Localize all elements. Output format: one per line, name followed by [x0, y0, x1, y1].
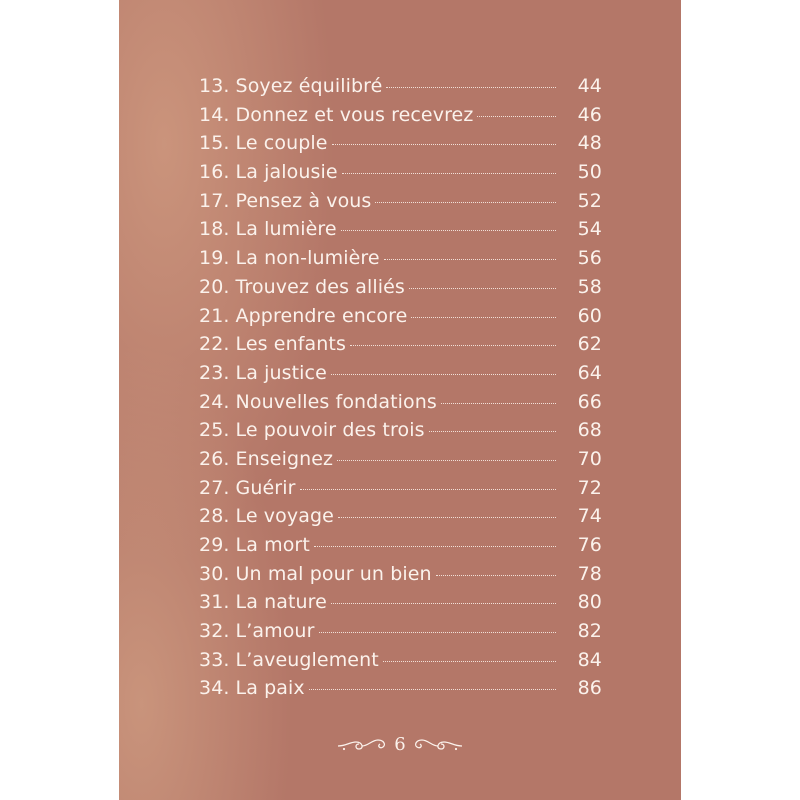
- toc-entry: [199, 391, 602, 420]
- toc-entry: [199, 333, 602, 362]
- toc-entry-page: 74: [577, 505, 602, 528]
- toc-entry-number: 30.: [199, 562, 230, 585]
- dot-leader: [384, 259, 556, 260]
- toc-entry-page: 60: [577, 304, 602, 327]
- toc-entry-number: 23.: [199, 361, 230, 384]
- dot-leader: [319, 632, 557, 633]
- toc-entry: [199, 161, 602, 190]
- page-footer: [119, 734, 681, 755]
- toc-entry: [199, 190, 602, 219]
- toc-entry-page: 52: [577, 189, 602, 212]
- toc-entry-page: 50: [577, 161, 602, 184]
- dot-leader: [337, 460, 556, 461]
- toc-entry-title: Le voyage: [235, 505, 334, 528]
- toc-entry-title: Trouvez des alliés: [235, 275, 405, 298]
- toc-entry-title: Les enfants: [235, 333, 346, 356]
- toc-entry-title: Donnez et vous recevrez: [235, 103, 474, 126]
- toc-entry-title: Le pouvoir des trois: [235, 419, 425, 442]
- toc-entry: [199, 104, 602, 133]
- toc-entry-page: 44: [577, 75, 602, 97]
- toc-entry-title: La jalousie: [235, 161, 338, 184]
- dot-leader: [375, 202, 556, 203]
- toc-entry: [199, 362, 602, 391]
- toc-entry-page: 64: [577, 361, 602, 384]
- toc-entry-page: 54: [577, 218, 602, 241]
- toc-entry-number: 27.: [199, 476, 230, 499]
- toc-entry: [199, 419, 602, 448]
- toc-entry-number: 16.: [199, 161, 230, 184]
- toc-entry: [199, 477, 602, 506]
- toc-entry-number: 29.: [199, 534, 230, 556]
- toc-entry-number: 26.: [199, 447, 230, 470]
- toc-entry-title: La non-lumière: [235, 247, 380, 270]
- toc-entry: [199, 218, 602, 247]
- toc-entry-page: 48: [577, 132, 602, 155]
- toc-entry: [199, 591, 602, 620]
- dot-leader: [338, 517, 556, 518]
- toc-entry-title: Soyez équilibré: [235, 75, 383, 97]
- toc-entry: [199, 563, 602, 592]
- dot-leader: [300, 489, 557, 490]
- dot-leader: [350, 345, 556, 346]
- toc-entry-number: 32.: [199, 620, 230, 643]
- toc-entry-number: 17.: [199, 189, 230, 212]
- dot-leader: [314, 546, 556, 547]
- dot-leader: [331, 603, 556, 604]
- toc-entry-page: 62: [577, 333, 602, 356]
- dot-leader: [331, 374, 556, 375]
- toc-entry-page: 80: [577, 591, 602, 614]
- toc-entry: [199, 505, 602, 534]
- toc-entry-number: 33.: [199, 648, 230, 671]
- dot-leader: [477, 116, 556, 117]
- toc-entry-page: 82: [577, 620, 602, 643]
- dot-leader: [411, 317, 556, 318]
- swirl-ornament-right-icon: [412, 736, 464, 754]
- toc-entry: [199, 620, 602, 649]
- dot-leader: [341, 230, 556, 231]
- toc-entry: [199, 305, 602, 334]
- toc-entry: [199, 649, 602, 678]
- dot-leader: [429, 431, 556, 432]
- book-page: [119, 0, 681, 800]
- swirl-ornament-left-icon: [336, 736, 388, 754]
- toc-entry: [199, 247, 602, 276]
- dot-leader: [309, 689, 556, 690]
- toc-entry-number: 20.: [199, 275, 230, 298]
- toc-entry-page: 70: [577, 447, 602, 470]
- toc-entry-title: Enseignez: [235, 447, 334, 470]
- toc-entry-title: Un mal pour un bien: [235, 562, 432, 585]
- toc-entry: [199, 448, 602, 477]
- dot-leader: [409, 288, 556, 289]
- toc-entry-page: 78: [577, 562, 602, 585]
- toc-entry-number: 28.: [199, 505, 230, 528]
- toc-entry: [199, 75, 602, 104]
- toc-entry-title: Apprendre encore: [235, 304, 408, 327]
- dot-leader: [342, 173, 556, 174]
- page-number: 6: [394, 734, 406, 755]
- dot-leader: [383, 661, 556, 662]
- toc-entry-page: 46: [577, 103, 602, 126]
- toc-entry-title: La mort: [235, 534, 310, 556]
- toc-entry-page: 66: [577, 390, 602, 413]
- toc-entry-page: 72: [577, 476, 602, 499]
- table-of-contents: [199, 75, 602, 706]
- toc-entry-number: 31.: [199, 591, 230, 614]
- toc-entry-title: La lumière: [235, 218, 337, 241]
- toc-entry: [199, 534, 602, 563]
- toc-entry: [199, 677, 602, 706]
- toc-entry-page: 76: [577, 534, 602, 556]
- toc-entry-title: Le couple: [235, 132, 328, 155]
- toc-entry-page: 86: [577, 677, 602, 700]
- toc-entry-number: 13.: [199, 75, 230, 97]
- toc-entry-number: 14.: [199, 103, 230, 126]
- toc-entry-title: La nature: [235, 591, 327, 614]
- toc-entry-number: 21.: [199, 304, 230, 327]
- toc-entry-number: 18.: [199, 218, 230, 241]
- toc-entry-title: L’amour: [235, 620, 315, 643]
- toc-entry-title: Pensez à vous: [235, 189, 372, 212]
- toc-entry-page: 68: [577, 419, 602, 442]
- toc-entry-title: L’aveuglement: [235, 648, 379, 671]
- toc-entry-page: 84: [577, 648, 602, 671]
- dot-leader: [441, 403, 556, 404]
- toc-entry-title: Nouvelles fondations: [235, 390, 437, 413]
- toc-entry-title: La justice: [235, 361, 327, 384]
- toc-entry: [199, 276, 602, 305]
- dot-leader: [436, 575, 556, 576]
- dot-leader: [332, 144, 556, 145]
- toc-entry-page: 58: [577, 275, 602, 298]
- toc-entry-title: Guérir: [235, 476, 296, 499]
- toc-entry-number: 24.: [199, 390, 230, 413]
- dot-leader: [386, 87, 556, 88]
- toc-entry-page: 56: [577, 247, 602, 270]
- toc-entry-title: La paix: [235, 677, 305, 700]
- toc-entry-number: 25.: [199, 419, 230, 442]
- toc-entry-number: 19.: [199, 247, 230, 270]
- toc-entry-number: 34.: [199, 677, 230, 700]
- toc-entry: [199, 132, 602, 161]
- toc-entry-number: 22.: [199, 333, 230, 356]
- toc-entry-number: 15.: [199, 132, 230, 155]
